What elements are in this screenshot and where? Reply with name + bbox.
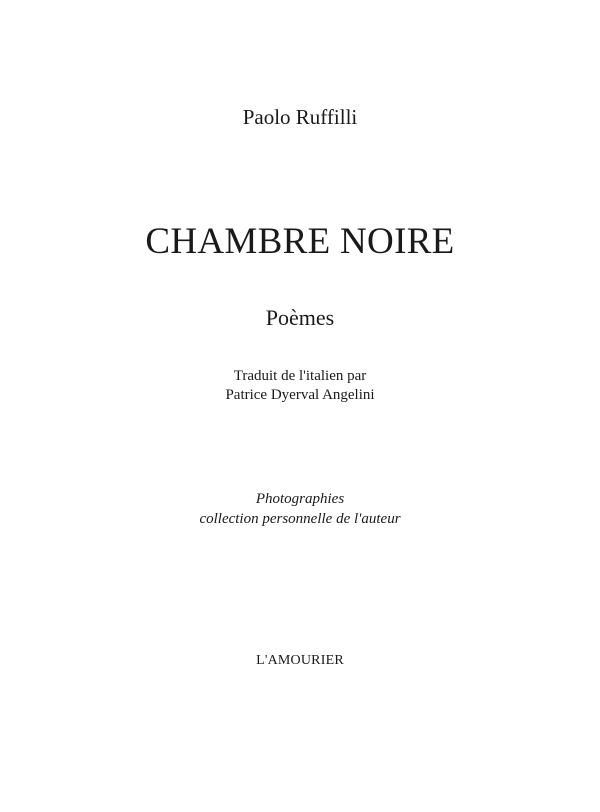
book-subtitle: Poèmes — [265, 305, 335, 330]
photo-credit-heading: Photographies — [255, 491, 345, 507]
author-name: Paolo Ruffilli — [242, 105, 358, 129]
translator-name: Patrice Dyerval Angelini — [225, 387, 375, 403]
translation-line-1: Traduit de l'italien par — [233, 368, 367, 384]
book-title: CHAMBRE NOIRE — [145, 221, 455, 262]
translation-credit — [0, 367, 600, 405]
photo-credit — [0, 489, 600, 529]
photo-credit-source: collection personnelle de l'auteur — [199, 511, 401, 527]
publisher-name: L'AMOURIER — [256, 653, 344, 668]
